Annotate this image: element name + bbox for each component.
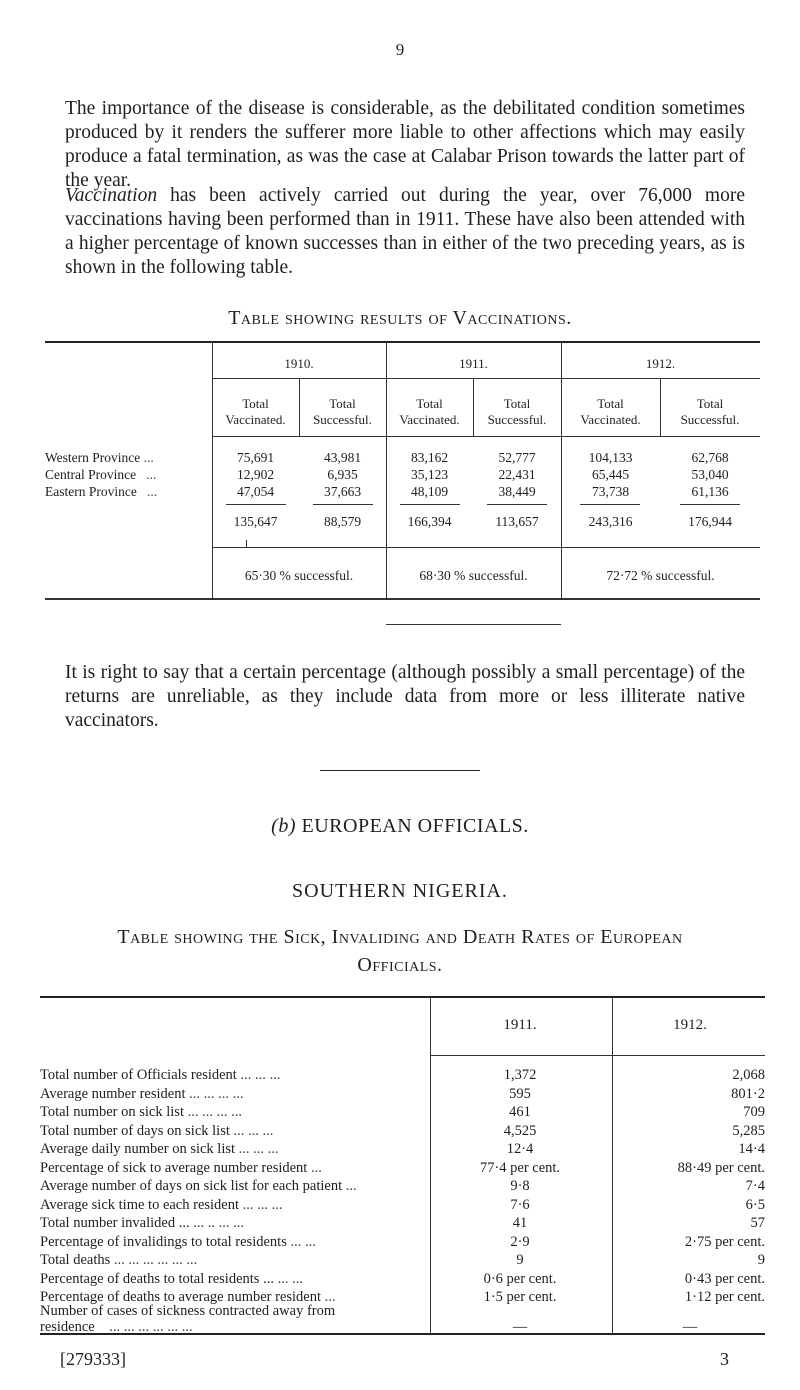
- cell-1912: 9: [757, 1252, 765, 1268]
- cell-1911: 2·9: [510, 1234, 530, 1250]
- year-1912-header: 1912.: [673, 1017, 707, 1033]
- cell: 47,054: [236, 484, 275, 499]
- total-cell: 166,394: [407, 514, 452, 529]
- cell-1911: —: [512, 1319, 528, 1335]
- row-label: Percentage of invalidings to total residents ... ...: [40, 1234, 316, 1250]
- row-label-away-from-residence: Number of cases of sickness contracted away from: [40, 1303, 336, 1319]
- paragraph-disease-importance: The importance of the disease is considerable, as the debilitated condition sometimes produced by it renders the sufferer more liable to other affections which may easily produce a fatal termination, as was the case at Calabar Prison towards the latter part of the year.: [65, 98, 745, 191]
- cell-1911: 595: [509, 1086, 531, 1102]
- cell-1911: 41: [512, 1215, 528, 1231]
- row-label: Average number of days on sick list for each patient ...: [40, 1178, 357, 1194]
- row-label: Average daily number on sick list ... ... ...: [40, 1141, 279, 1157]
- cell-1912: 7·4: [745, 1178, 765, 1194]
- col-total-successful-1910: Total Successful.: [313, 396, 372, 427]
- total-cell: 243,316: [588, 514, 633, 529]
- row-label-away-from-residence-cont: residence ... ... ... ... ... ...: [40, 1319, 193, 1335]
- total-cell: 176,944: [688, 514, 732, 529]
- cell: 62,768: [691, 450, 729, 465]
- cell-1911: 4,525: [503, 1123, 537, 1139]
- table1-top-rule: [45, 341, 760, 343]
- cell: 52,777: [498, 450, 536, 465]
- col-total-vaccinated-1910: Total Vaccinated.: [225, 396, 286, 427]
- table2-title: Table showing the Sick, Invaliding and Death Rates of European Officials.: [117, 926, 683, 976]
- col-total-successful-1912: Total Successful.: [680, 396, 740, 427]
- cell-1911: 12·4: [506, 1141, 534, 1157]
- cell-1912: 5,285: [732, 1123, 765, 1139]
- year-1912-header: 1912.: [645, 356, 676, 371]
- paragraph-reliability: It is right to say that a certain percentage (although possibly a small percentage) of the returns are unreliable, as they include data from more or less illiterate native vaccinators.: [65, 662, 745, 731]
- percentage-1910: 65·30 % successful.: [244, 568, 354, 583]
- cell: 38,449: [498, 484, 536, 499]
- cell-1911: 9·8: [510, 1178, 530, 1194]
- cell-1912: 2·75 per cent.: [684, 1234, 765, 1250]
- page-number: 9: [395, 40, 405, 59]
- cell: 35,123: [410, 467, 449, 482]
- cell: 22,431: [498, 467, 536, 482]
- cell-1912: 14·4: [738, 1141, 765, 1157]
- col-total-vaccinated-1911: Total Vaccinated.: [399, 396, 460, 427]
- section-divider: [320, 770, 480, 771]
- cell-1912: 2,068: [732, 1067, 765, 1083]
- percentage-1911: 68·30 % successful.: [419, 568, 528, 583]
- row-label: Total number of Officials resident ... ... ...: [40, 1067, 281, 1083]
- vaccination-text: has been actively carried out during the year, over 76,000 more vaccinations having been performed than in 1911. These have also been attended with a higher percentage of known successes than in either of the two preceding years, as is shown in the following table.: [65, 185, 745, 278]
- cell-1911: 0·6 per cent.: [483, 1271, 557, 1287]
- row-label: Total number on sick list ... ... ... ...: [40, 1104, 242, 1120]
- cell-1911: 1,372: [503, 1067, 537, 1083]
- cell-1912: 88·49 per cent.: [677, 1160, 765, 1176]
- row-label: Percentage of deaths to total residents ... ... ...: [40, 1271, 303, 1287]
- cell: 43,981: [323, 450, 362, 465]
- cell: 53,040: [691, 467, 729, 482]
- row-label: Percentage of deaths to average number resident ...: [40, 1289, 336, 1305]
- cell-1911: 9: [516, 1252, 524, 1268]
- cell-1911: 461: [509, 1104, 531, 1120]
- cell-1911: 7·6: [510, 1197, 530, 1213]
- year-1911-header: 1911.: [503, 1017, 537, 1033]
- row-label: Percentage of sick to average number resident ...: [40, 1160, 322, 1176]
- cell: 61,136: [691, 484, 729, 499]
- cell-1912: 57: [750, 1215, 765, 1231]
- total-cell: 135,647: [233, 514, 278, 529]
- row-label: Total deaths ... ... ... ... ... ...: [40, 1252, 198, 1268]
- cell: 104,133: [588, 450, 633, 465]
- percentage-1912: 72·72 % successful.: [606, 568, 715, 583]
- cell: 73,738: [591, 484, 630, 499]
- print-code: [279333]: [60, 1349, 126, 1369]
- cell-1912: 6·5: [745, 1197, 765, 1213]
- section-southern-nigeria: SOUTHERN NIGERIA.: [292, 880, 508, 902]
- row-label-eastern: Eastern Province ...: [45, 484, 158, 499]
- cell-1911: 1·5 per cent.: [483, 1289, 557, 1305]
- year-1911-header: 1911.: [459, 356, 488, 371]
- col-total-vaccinated-1912: Total Vaccinated.: [580, 396, 641, 427]
- paragraph-vaccination: [65, 184, 745, 280]
- cell: 37,663: [323, 484, 362, 499]
- row-label: Average sick time to each resident ... ... ...: [40, 1197, 283, 1213]
- section-european-officials: (b) EUROPEAN OFFICIALS.: [271, 815, 529, 837]
- cell-1912: —: [682, 1319, 698, 1335]
- cell-1912: 709: [743, 1104, 765, 1120]
- row-label: Total number invalided ... ... .. ... ...: [40, 1215, 244, 1231]
- vaccination-lead: Vaccination: [65, 185, 158, 206]
- cell: 65,445: [591, 467, 630, 482]
- total-cell: 88,579: [323, 514, 362, 529]
- table1-title: Table showing results of Vaccinations.: [228, 307, 572, 329]
- cell-1912: 0·43 per cent.: [684, 1271, 765, 1287]
- cell-1912: 1·12 per cent.: [684, 1289, 765, 1305]
- col-total-successful-1911: Total Successful.: [487, 396, 547, 427]
- cell: 83,162: [410, 450, 449, 465]
- cell: 48,109: [410, 484, 449, 499]
- row-label-central: Central Province ...: [45, 467, 157, 482]
- year-1910-header: 1910.: [284, 356, 314, 371]
- row-label-western: Western Province ...: [45, 450, 154, 465]
- cell-1912: 801·2: [731, 1086, 765, 1102]
- row-label: Average number resident ... ... ... ...: [40, 1086, 244, 1102]
- total-cell: 113,657: [495, 514, 539, 529]
- cell: 12,902: [236, 467, 275, 482]
- cell: 75,691: [236, 450, 275, 465]
- cell-1911: 77·4 per cent.: [479, 1160, 561, 1176]
- cell: 6,935: [327, 467, 358, 482]
- sheet-number: 3: [720, 1349, 729, 1369]
- row-label: Total number of days on sick list ... ... ...: [40, 1123, 274, 1139]
